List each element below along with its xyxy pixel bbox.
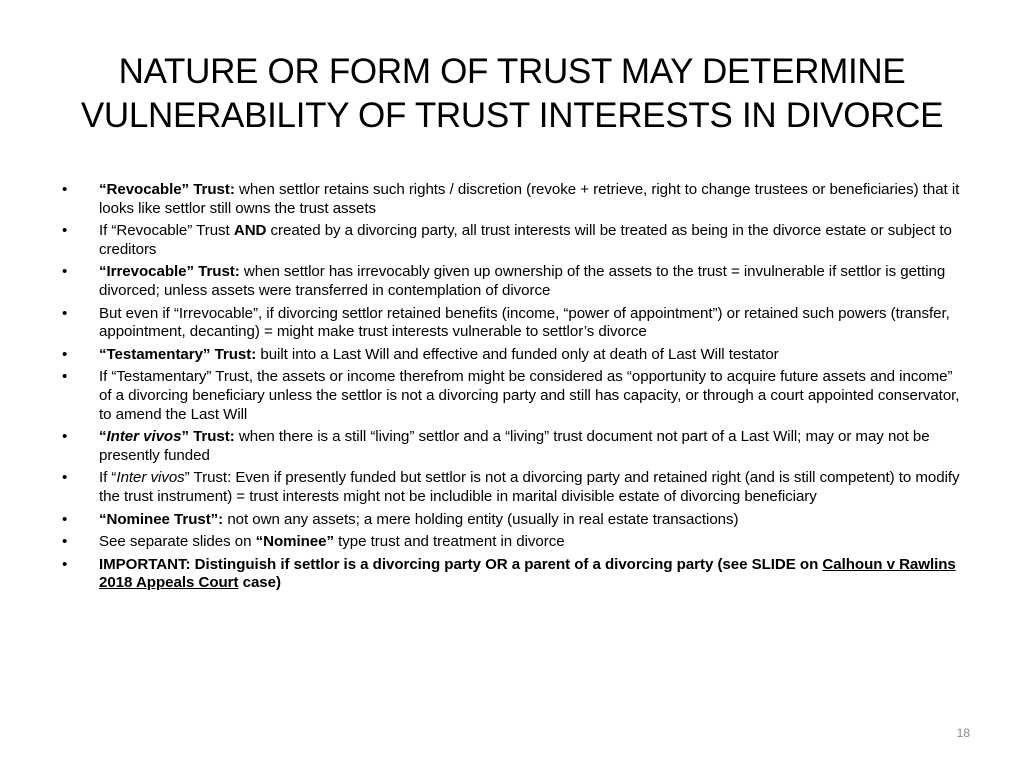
- bullet-icon: •: [62, 533, 68, 551]
- bullet-icon: •: [62, 469, 68, 487]
- bullet-irrevocable-retained: [62, 305, 968, 342]
- title-line-2: VULNERABILITY OF TRUST INTERESTS IN DIVORCE: [80, 96, 944, 135]
- bullet-term: “Testamentary” Trust:: [99, 345, 257, 363]
- bullet-icon: •: [62, 510, 68, 528]
- bullet-text: If “Testamentary” Trust, the assets or income therefrom might be considered as “opportunity to acquire future assets and income” of a divorcing beneficiary unless the settlor is not a divorcing party and still has capacity, or through a court appointed conservator, to amend the Last Will: [99, 368, 960, 423]
- bullet-italic: Inter vivos: [116, 469, 185, 487]
- slide-number: 18: [956, 726, 970, 740]
- bullet-text: See separate slides on: [99, 533, 256, 551]
- bullet-important: [62, 556, 968, 593]
- bullet-term: “Nominee Trust”:: [99, 510, 224, 528]
- bullet-text: type trust and treatment in divorce: [334, 533, 565, 551]
- bullet-inter-vivos-trust: [62, 428, 968, 465]
- bullet-text: ” Trust: Even if presently funded but settlor is not a divorcing party and retained right (and is still competent) to modify the trust instrument) = trust interests might not be includible in marital divisible estate of divorcing beneficiary: [99, 469, 960, 505]
- bullet-term-open-quote: “: [99, 428, 107, 446]
- bullet-text: built into a Last Will and effective and funded only at death of Last Will testator: [256, 345, 779, 363]
- bullet-text: when there is a still “living” settlor and a “living” trust document not part of a Last Will; may or may not be presently funded: [99, 428, 930, 464]
- bullet-irrevocable-trust: [62, 263, 968, 300]
- bullet-testamentary-trust: [62, 346, 968, 365]
- bullet-icon: •: [62, 368, 68, 386]
- bullet-text: when settlor has irrevocably given up ownership of the assets to the trust = invulnerable if settlor is getting divorced; unless assets were transferred in contemplation of divorce: [99, 263, 946, 299]
- bullet-important-text: IMPORTANT: Distinguish if settlor is a divorcing party OR a parent of a divorcing party (see SLIDE on: [99, 555, 823, 573]
- bullet-revocable-trust: [62, 181, 968, 218]
- bullet-emphasis: AND: [233, 222, 267, 240]
- bullet-icon: •: [62, 304, 68, 322]
- bullet-term: “Revocable” Trust:: [99, 181, 235, 198]
- bullet-text: created by a divorcing party, all trust interests will be treated as being in the divorce estate or subject to creditors: [99, 222, 952, 258]
- bullet-list: [62, 181, 968, 597]
- bullet-testamentary-opportunity: [62, 368, 968, 424]
- bullet-text: But even if “Irrevocable”, if divorcing settlor retained benefits (income, “power of appointment”) or retained such powers (transfer, appointment, decanting) = might make trust interests vulnerable to settlor’s divorce: [99, 304, 950, 341]
- bullet-text: If “: [99, 469, 117, 487]
- bullet-inter-vivos-funded: [62, 469, 968, 506]
- bullet-text: If “Revocable” Trust: [99, 222, 234, 240]
- case-reference: Calhoun v Rawlins 2018 Appeals Court: [99, 555, 956, 592]
- bullet-important-text: case): [238, 574, 281, 592]
- bullet-text: when settlor retains such rights / discretion (revoke + retrieve, right to change trustees or beneficiaries) that it looks like settlor still owns the trust assets: [99, 181, 960, 217]
- bullet-term-close: ” Trust:: [181, 428, 235, 446]
- slide-title: [60, 50, 964, 138]
- bullet-term-italic: Inter vivos: [106, 428, 182, 446]
- bullet-icon: •: [62, 263, 68, 281]
- bullet-icon: •: [62, 181, 68, 198]
- bullet-see-nominee-slides: [62, 533, 968, 552]
- bullet-term: “Irrevocable” Trust:: [99, 263, 240, 281]
- bullet-icon: •: [62, 345, 68, 363]
- bullet-icon: •: [62, 222, 68, 240]
- bullet-emphasis: “Nominee”: [255, 533, 334, 551]
- bullet-revocable-and: [62, 222, 968, 259]
- bullet-text: not own any assets; a mere holding entity (usually in real estate transactions): [223, 510, 739, 528]
- bullet-nominee-trust: [62, 511, 968, 530]
- title-line-1: NATURE OR FORM OF TRUST MAY DETERMINE: [118, 52, 906, 91]
- bullet-icon: •: [62, 428, 68, 446]
- bullet-icon: •: [62, 555, 68, 573]
